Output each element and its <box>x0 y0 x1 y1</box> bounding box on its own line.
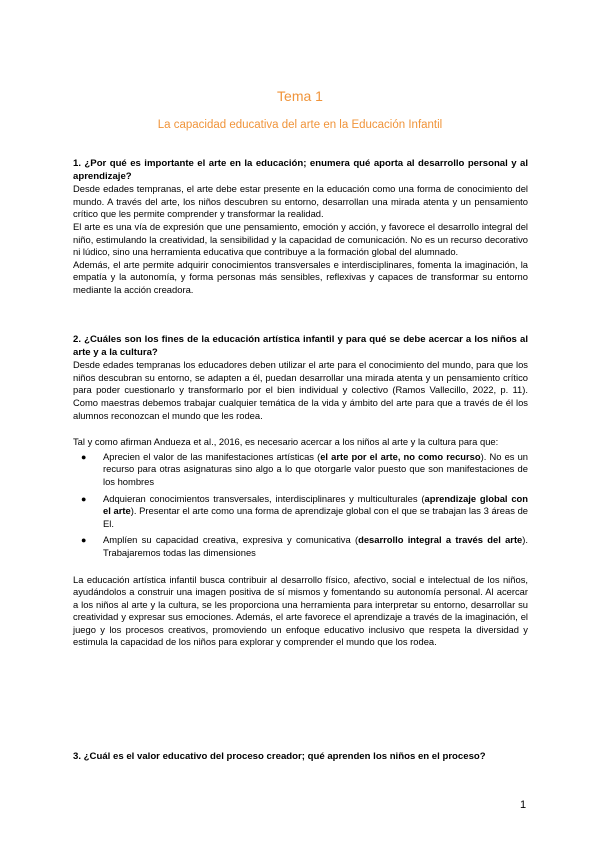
question-2-paragraph-1: Desde edades tempranas los educadores deben utilizar el arte para el conocimiento del mundo, para que los niños descubran su entorno, se adapten a él, puedan desarrollar una mirada atenta y un pensamiento crítico para poder cuestionarlo y transformarlo por el bien individual y colectivo (Ramos Vallecillo, 2022, p. 11). Como maestras debemos trabajar cualquier temática de la vida y ámbito del arte para que a través de él los alumnos reconozcan el mundo que les rodea. <box>73 359 528 421</box>
bullet-icon: ● <box>81 535 87 546</box>
bullet-icon: ● <box>81 451 87 462</box>
list-item-text: ). Presentar el arte como una forma de aprendizaje global con el que se trabajan las 3 áreas de El. <box>103 505 529 529</box>
list-item <box>73 534 528 559</box>
list-item-text: ). No es un recurso para otras asignaturas sino algo a lo que otorgarle valor puesto que son manifestaciones de los hombres <box>103 450 529 487</box>
list-item <box>73 451 528 489</box>
question-2-intro: Tal y como afirman Andueza et al., 2016, es necesario acercar a los niños al arte y la cultura para que: <box>73 436 499 448</box>
list-item-text: Amplíen su capacidad creativa, expresiva y comunicativa ( <box>103 534 359 546</box>
question-2-paragraph-2: La educación artística infantil busca contribuir al desarrollo físico, afectivo, social e intelectual de los niños, ayudándolos a construir una imagen positiva de sí mismos y fomentando su autonomía personal. Al acercar a los niños al arte y la cultura, se les proporciona una herramienta para interpretar su entorno, desarrollar su creatividad y expresar sus emociones. Además, el arte favorece el aprendizaje a través de la imaginación, el juego y los procesos creativos, promoviendo un enfoque educativo inclusivo que respeta la diversidad y estimula la capacidad de los niños para explorar y comprender el mundo que los rodea. <box>73 573 528 648</box>
list-item-text: ). Trabajaremos todas las dimensiones <box>103 534 529 558</box>
question-3-section <box>73 751 528 764</box>
question-1-section <box>73 158 528 297</box>
list-item-emphasis: aprendizaje global con el arte <box>103 492 529 517</box>
list-item-emphasis: desarrollo integral a través del arte <box>358 534 523 546</box>
question-3-heading: 3. ¿Cuál es el valor educativo del proceso creador; qué aprenden los niños en el proceso? <box>73 751 486 762</box>
question-2-heading: 2. ¿Cuáles son los fines de la educación artística infantil y para qué se debe acercar a los niños al arte y a la cultura? <box>73 334 528 358</box>
bullet-list <box>73 451 528 560</box>
question-1-paragraph-3: Además, el arte permite adquirir conocimientos transversales e interdisciplinares, fomenta la imaginación, la empatía y la autonomía, y forma personas más sensibles, reflexivas y capaces de transformar su entorno mediante la acción creadora. <box>73 258 528 295</box>
list-item-text: Adquieran conocimientos transversales, interdisciplinares y multiculturales ( <box>103 492 425 504</box>
list-item <box>73 493 528 531</box>
document-title: Tema 1 <box>277 88 323 104</box>
page-number: 1 <box>520 799 527 811</box>
document-subtitle: La capacidad educativa del arte en la Educación Infantil <box>157 119 443 131</box>
list-item-emphasis: el arte por el arte, no como recurso <box>320 450 481 462</box>
question-1-heading: 1. ¿Por qué es importante el arte en la educación; enumera qué aporta al desarrollo personal y al aprendizaje? <box>73 158 528 182</box>
bullet-icon: ● <box>81 493 87 504</box>
question-1-paragraph-2: El arte es una vía de expresión que une pensamiento, emoción y acción, y favorece el desarrollo integral del niño, estimulando la creatividad, la sensibilidad y la capacidad de comunicación. No es un recurso decorativo ni lúdico, sino una herramienta educativa que contribuye a la formación global del alumnado. <box>73 220 528 258</box>
list-item-text: Aprecien el valor de las manifestaciones artísticas ( <box>103 450 321 462</box>
question-1-paragraph-1: Desde edades tempranas, el arte debe estar presente en la educación como una forma de conocimiento del mundo. A través del arte, los niños descubren su entorno, desarrollan una mirada atenta y un pensamiento crítico que les permite comprender y transformar la realidad. <box>73 183 528 220</box>
question-2-section <box>73 334 528 649</box>
